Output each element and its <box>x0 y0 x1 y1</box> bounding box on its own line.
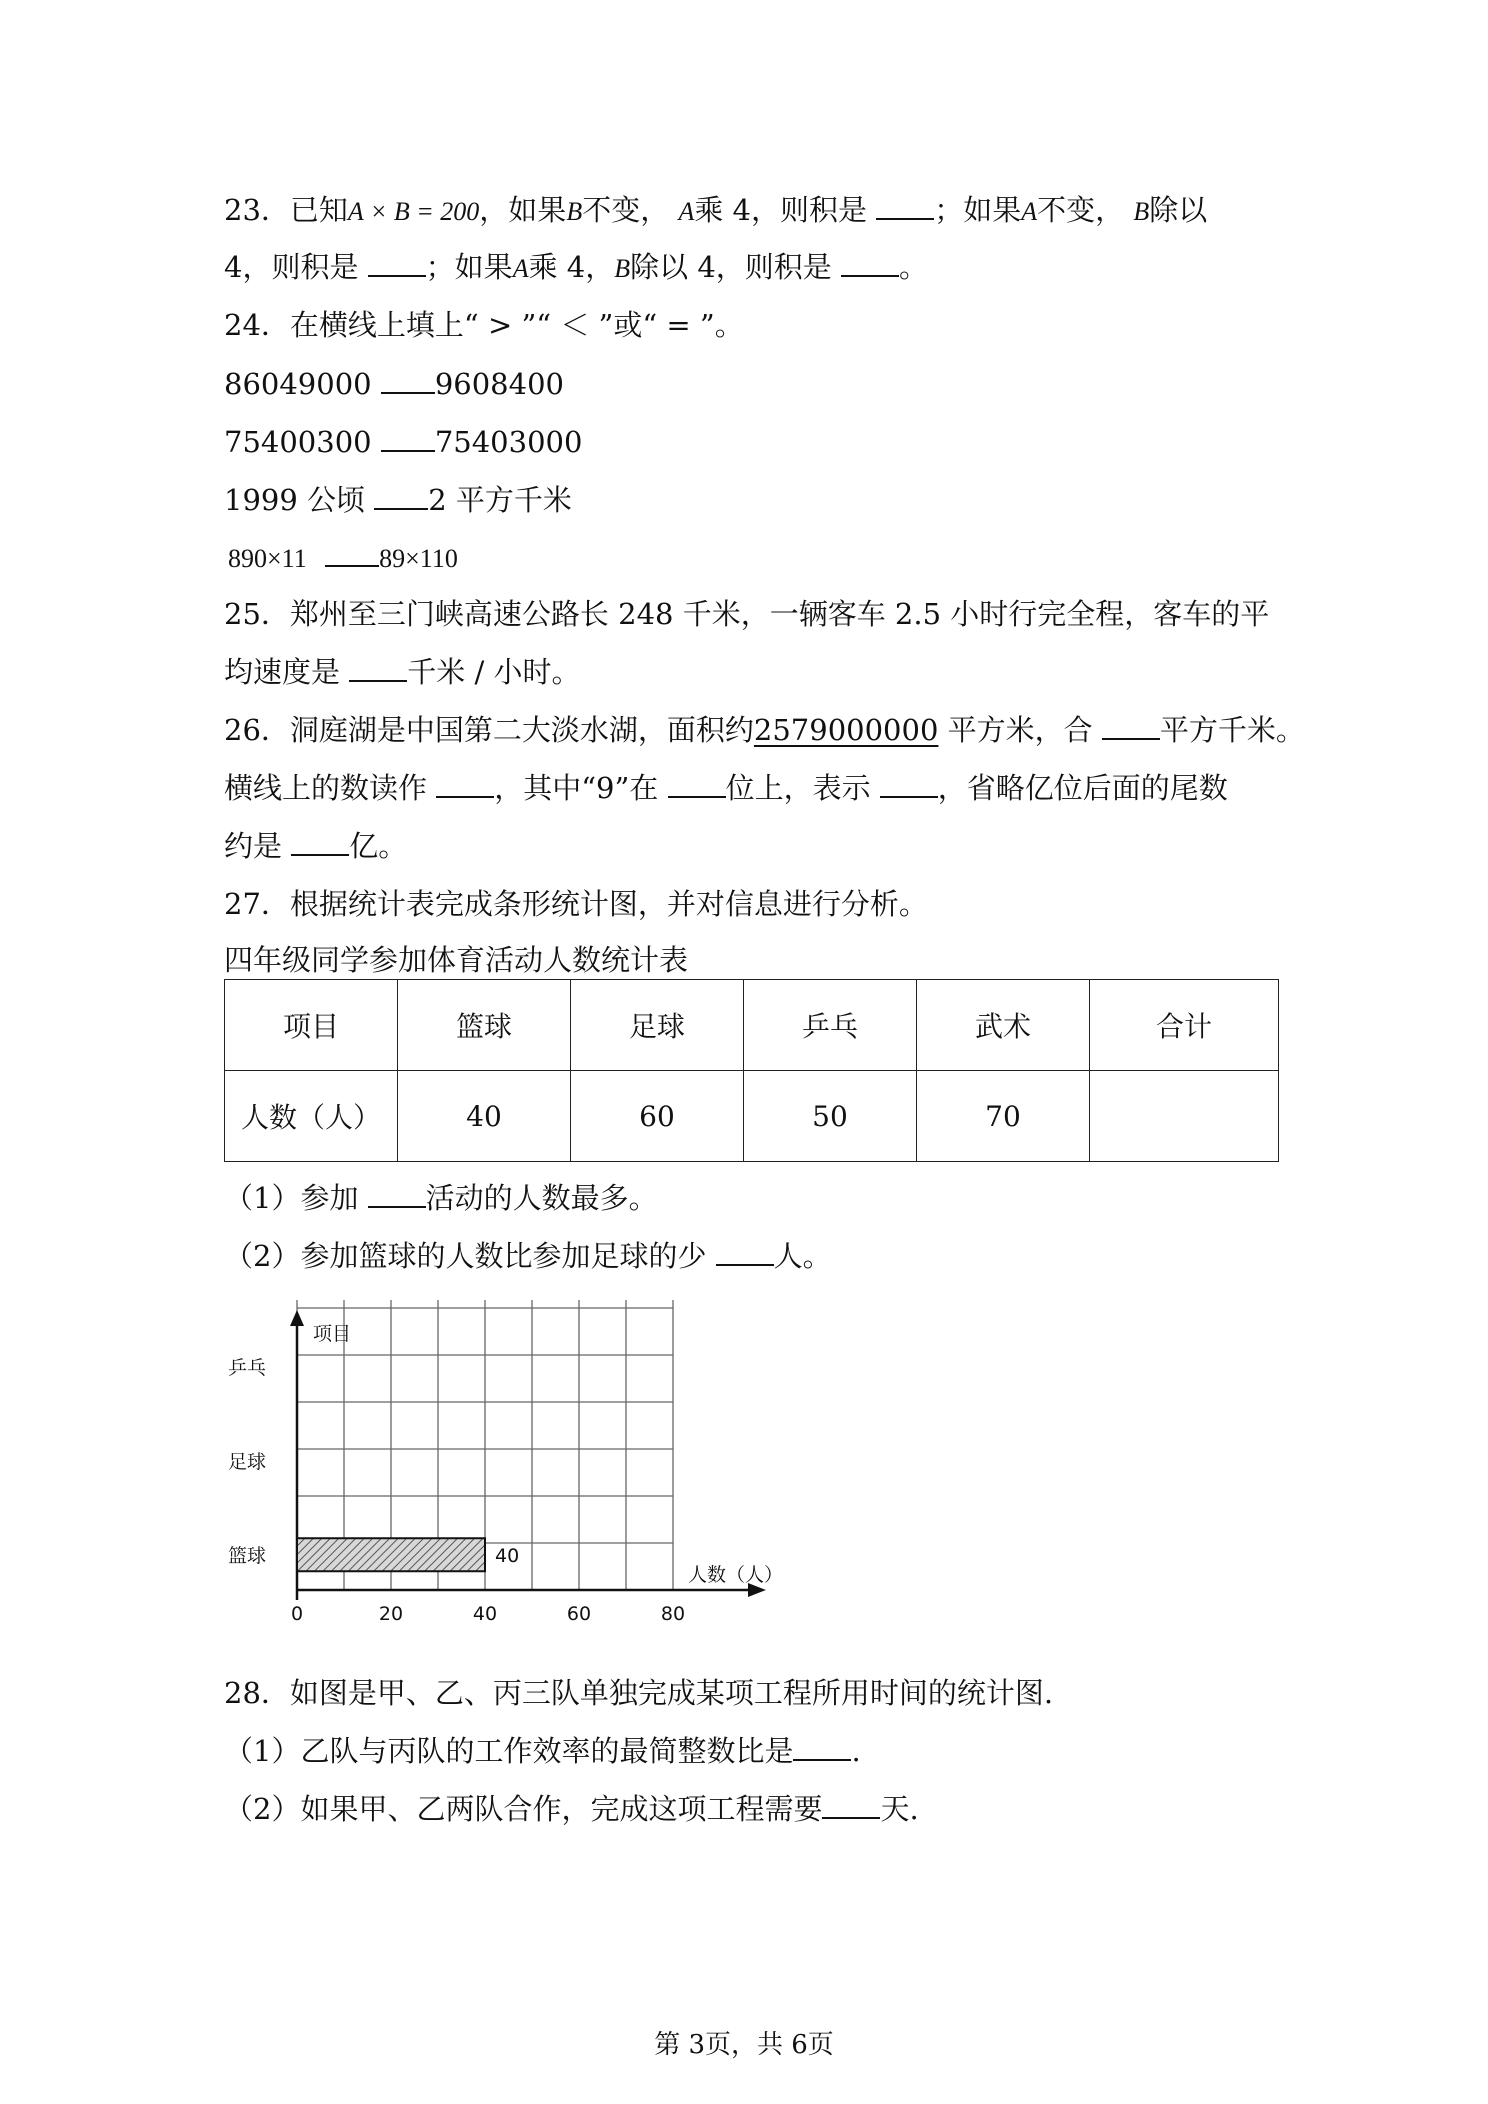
answer-blank[interactable] <box>374 482 428 510</box>
answer-blank[interactable] <box>381 424 435 452</box>
bar <box>297 1538 485 1571</box>
data-label: 40 <box>495 1544 520 1567</box>
q28-sub2 <box>224 1789 919 1829</box>
q23-text: ；如果 <box>934 193 1022 227</box>
answer-blank[interactable] <box>1102 712 1160 740</box>
q26-line1 <box>224 710 1305 750</box>
q27-title: 27．根据统计表完成条形统计图，并对信息进行分析。 <box>224 887 928 921</box>
q23-line1 <box>224 190 1207 232</box>
q24-row <box>224 422 582 462</box>
answer-blank[interactable] <box>368 1180 426 1208</box>
table-row <box>225 1071 1279 1162</box>
x-tick-label: 20 <box>378 1603 404 1625</box>
compare-left: 86049000 <box>224 367 372 401</box>
table-header-row <box>225 980 1279 1071</box>
y-axis-label: 项目 <box>313 1323 352 1345</box>
compare-right: 2 平方千米 <box>428 483 572 517</box>
q26-text: 位上，表示 <box>725 771 871 805</box>
table-cell: 40 <box>398 1071 571 1162</box>
q24-row <box>224 364 564 404</box>
q28-text: . <box>851 1734 861 1768</box>
q26-text: 约是 <box>224 829 283 863</box>
table-header-cell: 项目 <box>225 980 398 1071</box>
q23-text: 不变， <box>582 193 670 227</box>
answer-blank[interactable] <box>349 654 407 682</box>
var-a: A <box>678 197 695 226</box>
q25-line1: 25．郑州至三门峡高速公路长 248 千米，一辆客车 2.5 小时行完全程，客车的平 <box>224 597 1270 631</box>
answer-blank[interactable] <box>876 192 934 220</box>
table-cell: 70 <box>917 1071 1090 1162</box>
var-a: A <box>1021 197 1038 226</box>
answer-blank[interactable] <box>325 539 379 567</box>
x-tick-label: 0 <box>290 1603 304 1625</box>
x-axis-label: 人数（人） <box>688 1564 784 1586</box>
table-row-label: 人数（人） <box>225 1071 398 1162</box>
q23-text: 除以 4，则积是 <box>630 250 832 284</box>
q26-text: 平方千米。 <box>1159 713 1305 747</box>
q27-text: （1）参加 <box>224 1181 359 1215</box>
q28-text: （1）乙队与丙队的工作效率的最简整数比是 <box>224 1734 794 1768</box>
q26-text: 平方米，合 <box>947 713 1093 747</box>
table-header-cell: 乒乓 <box>744 980 917 1071</box>
q24-row <box>224 480 572 520</box>
q23-line2 <box>224 247 928 289</box>
answer-blank[interactable] <box>880 770 938 798</box>
q27-text: 活动的人数最多。 <box>425 1181 658 1215</box>
q28-text: （2）如果甲、乙两队合作，完成这项工程需要 <box>224 1792 823 1826</box>
q23-text: 4，则积是 <box>224 250 359 284</box>
answer-blank[interactable] <box>716 1238 774 1266</box>
answer-blank[interactable] <box>841 249 899 277</box>
q26-text: ，其中“9”在 <box>494 771 659 805</box>
q26-text: 横线上的数读作 <box>224 771 428 805</box>
q28-text: 天. <box>880 1792 919 1826</box>
category-label: 足球 <box>228 1450 267 1473</box>
q23-text: ；如果 <box>425 250 513 284</box>
table-cell: 60 <box>571 1071 744 1162</box>
q26-text: ，省略亿位后面的尾数 <box>937 771 1228 805</box>
q26-line3 <box>224 826 407 866</box>
stat-table <box>224 979 1279 1162</box>
compare-right: 9608400 <box>434 367 564 401</box>
x-tick-label: 80 <box>660 1603 686 1625</box>
table-total-cell[interactable] <box>1090 1071 1279 1162</box>
q25-text: 千米 / 小时。 <box>407 655 581 689</box>
compare-left: 1999 公顷 <box>224 483 366 517</box>
q27-text: 人。 <box>773 1239 832 1273</box>
q25-line2 <box>224 652 580 692</box>
q26-text: 26．洞庭湖是中国第二大淡水湖，面积约 <box>224 713 754 747</box>
q28-title: 28．如图是甲、乙、丙三队单独完成某项工程所用时间的统计图. <box>224 1676 1054 1710</box>
y-axis-arrow <box>290 1310 304 1326</box>
q23-text: ，如果 <box>479 193 567 227</box>
x-tick-label: 40 <box>472 1603 498 1625</box>
table-header-cell: 合计 <box>1090 980 1279 1071</box>
q28-sub1 <box>224 1731 861 1771</box>
answer-blank[interactable] <box>668 770 726 798</box>
category-label: 乒乓 <box>228 1356 267 1379</box>
compare-left: 75400300 <box>224 425 372 459</box>
q23-text: 23．已知 <box>224 193 348 227</box>
q23-text: 除以 <box>1149 193 1208 227</box>
compare-right: 75403000 <box>434 425 583 459</box>
table-header-cell: 篮球 <box>398 980 571 1071</box>
q27-text: （2）参加篮球的人数比参加足球的少 <box>224 1239 707 1273</box>
underlined-number: 2579000000 <box>753 713 939 747</box>
table-title: 四年级同学参加体育活动人数统计表 <box>224 943 689 977</box>
x-tick-label: 60 <box>566 1603 592 1625</box>
q23-text: 。 <box>899 250 929 284</box>
bar-chart <box>220 1300 800 1660</box>
q27-sub1 <box>224 1178 658 1218</box>
page-footer: 第 3页，共 6页 <box>654 2030 834 2060</box>
q26-text: 亿。 <box>349 829 408 863</box>
var-a: A <box>512 254 529 283</box>
var-b: B <box>614 254 631 283</box>
q27-sub2 <box>224 1236 832 1276</box>
category-label: 篮球 <box>228 1544 267 1567</box>
q24-row <box>228 537 458 579</box>
answer-blank[interactable] <box>368 249 426 277</box>
compare-left: 890×11 <box>228 544 307 573</box>
q25-text: 均速度是 <box>224 655 341 689</box>
answer-blank[interactable] <box>822 1791 880 1819</box>
answer-blank[interactable] <box>436 770 494 798</box>
q24-title: 24．在横线上填上“ > ”“ ＜ ”或“ = ”。 <box>224 308 744 342</box>
answer-blank[interactable] <box>291 828 349 856</box>
var-b: B <box>566 197 583 226</box>
table-header-cell: 足球 <box>571 980 744 1071</box>
q26-line2 <box>224 768 1228 808</box>
table-cell: 50 <box>744 1071 917 1162</box>
var-b: B <box>1133 197 1150 226</box>
q23-text: 乘 4， <box>528 250 615 284</box>
table-header-cell: 武术 <box>917 980 1090 1071</box>
answer-blank[interactable] <box>381 366 435 394</box>
answer-blank[interactable] <box>793 1733 851 1761</box>
compare-right: 89×110 <box>379 544 458 573</box>
q23-text: 不变， <box>1037 193 1125 227</box>
q23-text: 乘 4，则积是 <box>694 193 867 227</box>
q23-formula: A × B = 200 <box>347 197 480 226</box>
